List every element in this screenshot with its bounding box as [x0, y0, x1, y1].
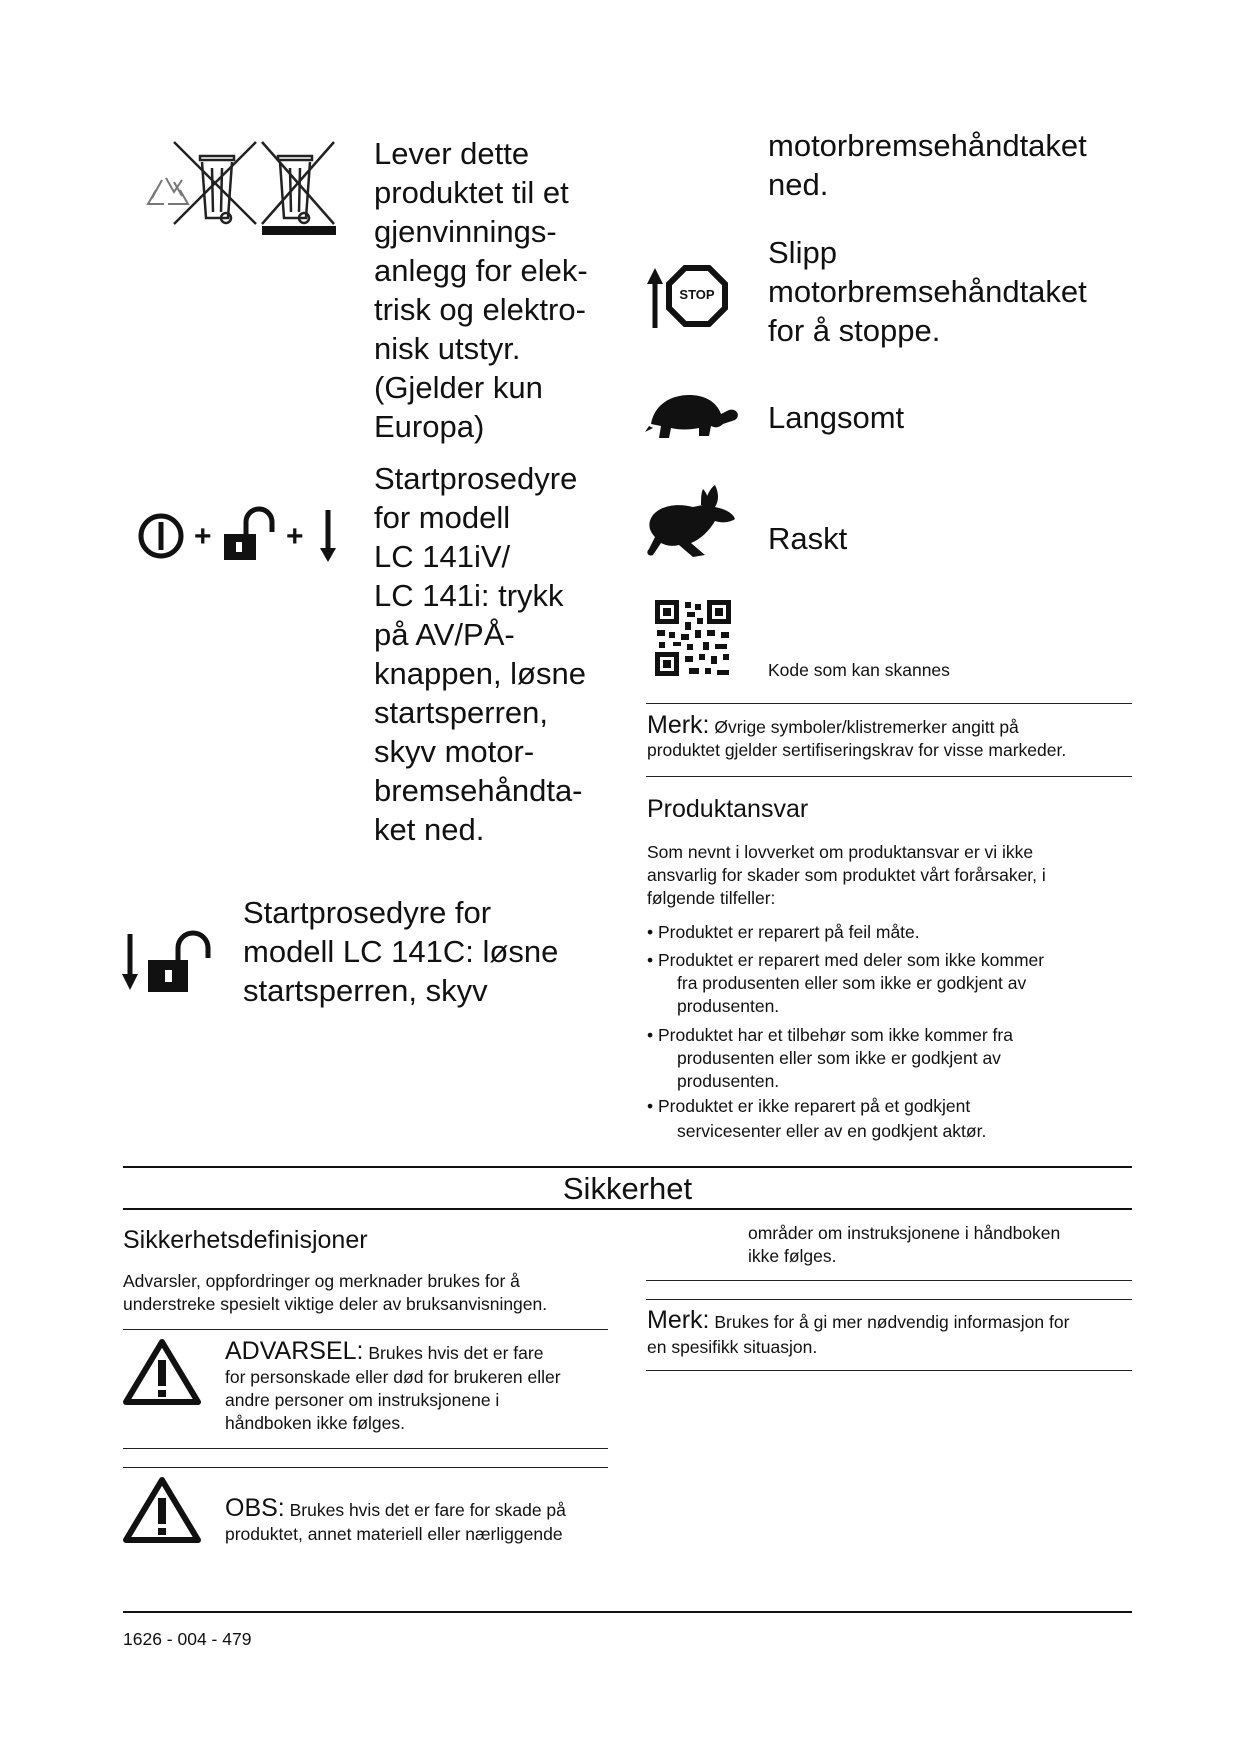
- caution-block: OBS: Brukes hvis det er fare for skade på produktet, annet materiell eller nærliggende: [225, 1494, 566, 1544]
- divider: [123, 1329, 608, 1330]
- divider: [123, 1448, 608, 1449]
- divider: [646, 1299, 1132, 1300]
- list-item: • Produktet er reparert med deler som ikke kommer fra produsenten eller som ikke er godkjent av produsenten.: [647, 950, 1045, 1016]
- divider: [646, 1280, 1132, 1281]
- divider: [646, 703, 1132, 704]
- start-procedure-iv: Startprosedyre for modell LC 141iV/ LC 141i: trykk på AV/PÅ- knappen, løsne startsperren, skyv motor- bremsehåndta- ket ned.: [374, 461, 586, 847]
- footer-rule: [123, 1611, 1132, 1613]
- warning-block: ADVARSEL: Brukes hvis det er fare for personskade eller død for brukeren eller andre personer om instruksjonene i håndboken ikke følges.: [225, 1337, 561, 1433]
- svg-text:+: +: [194, 520, 212, 553]
- stop-sign-label: STOP: [679, 287, 715, 302]
- slow-label: Langsomt: [768, 400, 905, 435]
- section-rule-top: [123, 1166, 1132, 1168]
- list-item: • Produktet har et tilbehør som ikke kommer fra produsenten eller som ikke er godkjent av produsenten.: [647, 1025, 1013, 1091]
- turtle-icon: [645, 386, 741, 446]
- weee-recycle-icon: [138, 138, 348, 238]
- rabbit-icon: [645, 483, 737, 567]
- power-unlock-arrow-icon: [138, 506, 343, 566]
- safety-definitions-text: Advarsler, oppfordringer og merknader brukes for å understreke spesielt viktige deler av bruksanvisningen.: [123, 1271, 548, 1314]
- product-liability-intro: Som nevnt i lovverket om produktansvar er vi ikke ansvarlig for skader som produktet vårt forårsaker, i følgende tilfeller:: [647, 842, 1046, 908]
- start-procedure-c: Startprosedyre for modell LC 141C: løsne startsperren, skyv: [243, 895, 559, 1008]
- note-symbols: Merk: Øvrige symboler/klistremerker angitt på produktet gjelder sertifiseringskrav for visse markeder.: [647, 711, 1067, 760]
- recycle-instruction: Lever dette produktet til et gjenvinnings- anlegg for elek- trisk og elektro- nisk utstyr. (Gjelder kun Europa): [374, 136, 588, 444]
- caution-triangle-icon: [122, 1474, 202, 1546]
- warning-label: ADVARSEL:: [225, 1337, 364, 1365]
- warning-triangle-icon: [122, 1336, 202, 1408]
- caution-continued: områder om instruksjonene i håndboken ikke følges.: [748, 1223, 1061, 1266]
- qr-code-icon: [655, 600, 735, 680]
- note-label: Merk:: [647, 1306, 710, 1334]
- qr-code-label: Kode som kan skannes: [768, 660, 950, 680]
- svg-text:+: +: [286, 520, 304, 553]
- section-title: Sikkerhet: [562, 1171, 693, 1206]
- fast-label: Raskt: [768, 521, 848, 556]
- page-number: 479: [222, 1629, 252, 1649]
- stop-instruction: Slipp motorbremsehåndtaket for å stoppe.: [768, 235, 1087, 348]
- caution-label: OBS:: [225, 1494, 285, 1522]
- divider: [123, 1467, 608, 1468]
- safety-definitions-heading: Sikkerhetsdefinisjoner: [123, 1226, 368, 1254]
- doc-code: 1626 - 004 -: [123, 1629, 218, 1649]
- divider: [646, 776, 1132, 777]
- motorbrake-continued-text: motorbremsehåndtaket ned.: [768, 128, 1087, 202]
- arrow-unlock-icon: [120, 930, 220, 996]
- divider: [646, 1370, 1132, 1371]
- footer: [123, 1629, 251, 1650]
- note-label: Merk:: [647, 711, 710, 739]
- list-item: • Produktet er ikke reparert på et godkjent servicesenter eller av en godkjent aktør.: [647, 1096, 987, 1141]
- note-info: Merk: Brukes for å gi mer nødvendig informasjon for en spesifikk situasjon.: [647, 1306, 1070, 1357]
- arrow-stop-sign-icon: [645, 262, 737, 334]
- section-rule-bottom: [123, 1208, 1132, 1210]
- list-item: • Produktet er reparert på feil måte.: [647, 922, 920, 942]
- product-liability-heading: Produktansvar: [647, 795, 809, 823]
